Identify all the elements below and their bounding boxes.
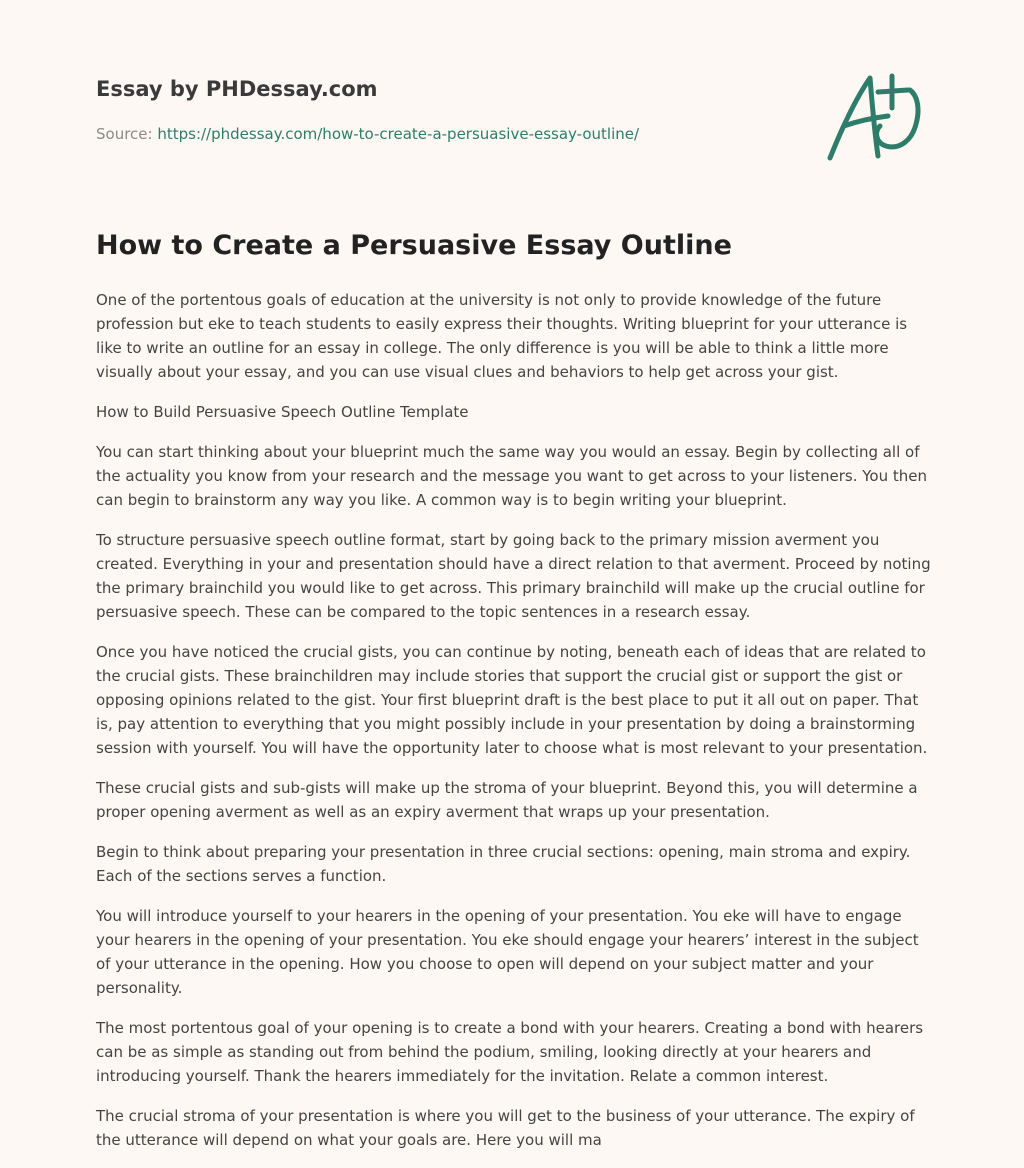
page-header xyxy=(96,74,796,144)
source-label: Source: xyxy=(96,125,158,143)
essay-paragraph: The most portentous goal of your opening is to create a bond with your hearers. Creating a bond with hearers can be as simple as standing out from behind the podium, smiling, looking directly at your hearers and introducing yourself. Thank the hearers immediately for the invitation. Relate a common interest. xyxy=(96,1019,924,1085)
essay-paragraph: To structure persuasive speech outline format, start by going back to the primary mission averment you created. Everything in your and presentation should have a direct relation to that averment. Proceed by noting the primary brainchild you would like to get across. This primary brainchild will make up the crucial outline for persuasive speech. These can be compared to the topic sentences in a research essay. xyxy=(96,531,931,621)
source-link[interactable]: https://phdessay.com/how-to-create-a-persuasive-essay-outline/ xyxy=(157,125,640,143)
essay-title: How to Create a Persuasive Essay Outline xyxy=(96,230,732,261)
essay-paragraph: You will introduce yourself to your hearers in the opening of your presentation. You eke will have to engage your hearers in the opening of your presentation. You eke should engage your hearers’ interest in the subject of your utterance in the opening. How you choose to open will depend on your subject matter and your personality. xyxy=(96,907,919,997)
essay-content xyxy=(96,226,936,1168)
essay-paragraph: These crucial gists and sub-gists will make up the stroma of your blueprint. Beyond this, you will determine a proper opening averment as well as an expiry averment that wraps up your presentation. xyxy=(96,779,918,821)
source-line xyxy=(96,124,796,144)
essay-subheading: How to Build Persuasive Speech Outline Template xyxy=(96,403,469,421)
essay-paragraph: The crucial stroma of your presentation is where you will get to the business of your utterance. The expiry of the utterance will depend on what your goals are. Here you will ma xyxy=(96,1107,915,1149)
essay-paragraph: Begin to think about preparing your presentation in three crucial sections: opening, main stroma and expiry. Each of the sections serves a function. xyxy=(96,843,911,885)
essay-paragraph: You can start thinking about your blueprint much the same way you would an essay. Begin by collecting all of the actuality you know from your research and the message you want to get across to your listeners. You then can begin to brainstorm any way you like. A common way is to begin writing your blueprint. xyxy=(96,443,927,509)
a-plus-logo-icon xyxy=(820,66,930,166)
essay-paragraph: Once you have noticed the crucial gists, you can continue by noting, beneath each of ideas that are related to the crucial gists. These brainchildren may include stories that support the crucial gist or support the gist or opposing opinions related to the gist. Your first blueprint draft is the best place to put it all out on paper. That is, pay attention to everything that you might possibly include in your presentation by doing a brainstorming session with yourself. You will have the opportunity later to choose what is most relevant to your presentation. xyxy=(96,643,928,757)
essay-paragraph: One of the portentous goals of education at the university is not only to provide knowledge of the future profession but eke to teach students to easily express their thoughts. Writing blueprint for your utterance is like to write an outline for an essay in college. The only difference is you will be able to think a little more visually about your essay, and you can use visual clues and behaviors to help get across your gist. xyxy=(96,291,908,381)
site-title: Essay by PHDessay.com xyxy=(96,77,378,101)
